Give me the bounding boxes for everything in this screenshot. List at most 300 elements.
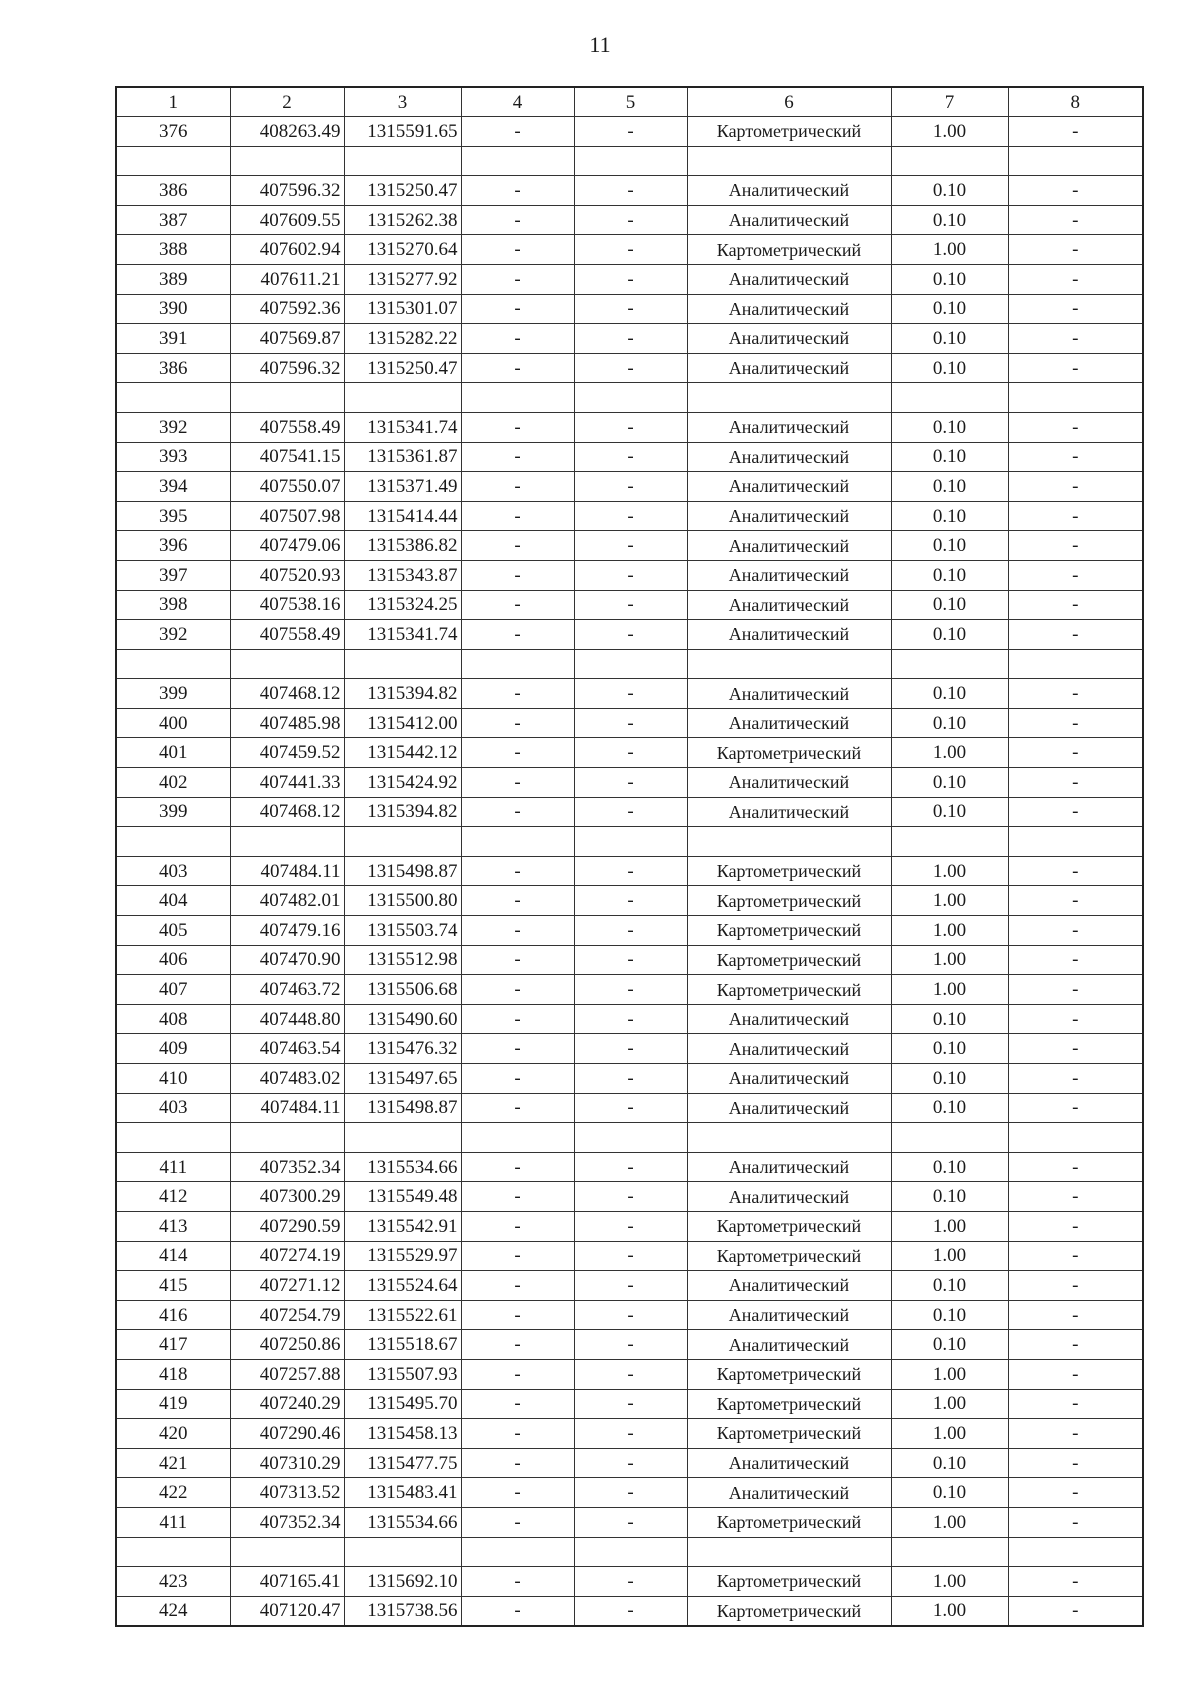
col8-cell [1008,146,1143,176]
y-coordinate-cell: 1315524.64 [344,1271,461,1301]
col4-cell: - [461,797,574,827]
y-coordinate-cell: 1315534.66 [344,1507,461,1537]
method-cell: Картометрический [687,1596,891,1626]
col4-cell: - [461,324,574,354]
point-number-cell: 418 [116,1359,230,1389]
x-coordinate-cell [230,827,344,857]
point-number-cell: 417 [116,1330,230,1360]
table-row [116,442,1143,472]
col4-cell: - [461,1064,574,1094]
method-cell: Аналитический [687,1300,891,1330]
x-coordinate-cell: 407541.15 [230,442,344,472]
table-row [116,501,1143,531]
col4-cell [461,146,574,176]
col8-cell: - [1008,679,1143,709]
table-row [116,1034,1143,1064]
point-number-cell: 392 [116,412,230,442]
accuracy-cell: 0.10 [891,324,1008,354]
table-row [116,1152,1143,1182]
accuracy-cell: 0.10 [891,531,1008,561]
col8-cell: - [1008,501,1143,531]
point-number-cell: 393 [116,442,230,472]
point-number-cell: 419 [116,1389,230,1419]
table-row [116,797,1143,827]
point-number-cell: 396 [116,531,230,561]
accuracy-cell: 0.10 [891,1300,1008,1330]
col8-cell: - [1008,1034,1143,1064]
point-number-cell: 416 [116,1300,230,1330]
table-row [116,1330,1143,1360]
accuracy-cell: 0.10 [891,472,1008,502]
col4-cell: - [461,531,574,561]
col8-cell: - [1008,590,1143,620]
accuracy-cell: 0.10 [891,768,1008,798]
y-coordinate-cell: 1315738.56 [344,1596,461,1626]
col4-cell: - [461,1241,574,1271]
col5-cell: - [574,560,687,590]
y-coordinate-cell: 1315442.12 [344,738,461,768]
col8-cell: - [1008,531,1143,561]
col8-cell: - [1008,1419,1143,1449]
y-coordinate-cell: 1315386.82 [344,531,461,561]
accuracy-cell: 0.10 [891,797,1008,827]
table-row [116,1004,1143,1034]
accuracy-cell: 1.00 [891,738,1008,768]
table-row [116,176,1143,206]
col8-cell: - [1008,1359,1143,1389]
point-number-cell: 415 [116,1271,230,1301]
col5-cell: - [574,1004,687,1034]
point-number-cell: 424 [116,1596,230,1626]
x-coordinate-cell: 407468.12 [230,797,344,827]
col5-cell [574,383,687,413]
y-coordinate-cell: 1315262.38 [344,205,461,235]
col4-cell: - [461,1596,574,1626]
col5-cell: - [574,264,687,294]
col4-cell: - [461,1359,574,1389]
y-coordinate-cell: 1315250.47 [344,176,461,206]
col5-cell: - [574,916,687,946]
accuracy-cell: 1.00 [891,235,1008,265]
col5-cell: - [574,1389,687,1419]
accuracy-cell: 0.10 [891,560,1008,590]
col5-cell: - [574,1271,687,1301]
separator-row [116,146,1143,176]
y-coordinate-cell: 1315692.10 [344,1567,461,1597]
table-row [116,1211,1143,1241]
method-cell: Картометрический [687,1419,891,1449]
col5-cell [574,1123,687,1153]
col8-cell: - [1008,353,1143,383]
col5-cell: - [574,442,687,472]
x-coordinate-cell [230,1537,344,1567]
col8-cell: - [1008,1211,1143,1241]
col5-cell: - [574,1330,687,1360]
accuracy-cell: 1.00 [891,1389,1008,1419]
accuracy-cell: 1.00 [891,117,1008,147]
y-coordinate-cell: 1315282.22 [344,324,461,354]
col8-cell: - [1008,797,1143,827]
point-number-cell: 405 [116,916,230,946]
col4-cell: - [461,264,574,294]
y-coordinate-cell: 1315371.49 [344,472,461,502]
y-coordinate-cell: 1315534.66 [344,1152,461,1182]
col4-cell: - [461,1448,574,1478]
x-coordinate-cell [230,649,344,679]
accuracy-cell: 1.00 [891,1596,1008,1626]
col4-cell [461,1123,574,1153]
point-number-cell [116,649,230,679]
col8-cell: - [1008,1330,1143,1360]
y-coordinate-cell: 1315270.64 [344,235,461,265]
x-coordinate-cell: 407479.06 [230,531,344,561]
y-coordinate-cell: 1315483.41 [344,1478,461,1508]
col4-cell: - [461,1271,574,1301]
x-coordinate-cell: 407468.12 [230,679,344,709]
x-coordinate-cell: 407484.11 [230,1093,344,1123]
method-cell: Картометрический [687,945,891,975]
method-cell: Аналитический [687,205,891,235]
separator-row [116,1537,1143,1567]
point-number-cell [116,383,230,413]
col8-cell: - [1008,264,1143,294]
col8-cell: - [1008,1567,1143,1597]
x-coordinate-cell: 407290.46 [230,1419,344,1449]
col5-cell: - [574,1478,687,1508]
column-header: 2 [230,87,344,117]
accuracy-cell [891,1537,1008,1567]
method-cell: Картометрический [687,1211,891,1241]
table-header-row [116,87,1143,117]
x-coordinate-cell: 407459.52 [230,738,344,768]
accuracy-cell: 0.10 [891,590,1008,620]
accuracy-cell: 0.10 [891,442,1008,472]
col5-cell [574,1537,687,1567]
col4-cell: - [461,1211,574,1241]
accuracy-cell: 1.00 [891,886,1008,916]
table-row [116,117,1143,147]
table-row [116,353,1143,383]
x-coordinate-cell: 407441.33 [230,768,344,798]
col4-cell: - [461,442,574,472]
col8-cell: - [1008,1271,1143,1301]
method-cell [687,1123,891,1153]
table-row [116,1064,1143,1094]
col8-cell: - [1008,1152,1143,1182]
table-row [116,1093,1143,1123]
table-body [116,117,1143,1627]
table-row [116,1567,1143,1597]
col5-cell: - [574,501,687,531]
col4-cell [461,827,574,857]
col4-cell: - [461,738,574,768]
method-cell: Аналитический [687,620,891,650]
method-cell: Картометрический [687,916,891,946]
table-row [116,531,1143,561]
x-coordinate-cell [230,1123,344,1153]
col4-cell: - [461,1093,574,1123]
table-row [116,1419,1143,1449]
col4-cell: - [461,1507,574,1537]
col5-cell: - [574,856,687,886]
accuracy-cell: 1.00 [891,1567,1008,1597]
x-coordinate-cell: 407290.59 [230,1211,344,1241]
table-row [116,324,1143,354]
table-row [116,1271,1143,1301]
col4-cell: - [461,916,574,946]
accuracy-cell: 0.10 [891,1330,1008,1360]
accuracy-cell: 0.10 [891,679,1008,709]
point-number-cell [116,1123,230,1153]
table-row [116,412,1143,442]
method-cell: Аналитический [687,679,891,709]
x-coordinate-cell: 407250.86 [230,1330,344,1360]
accuracy-cell: 0.10 [891,1152,1008,1182]
accuracy-cell: 0.10 [891,620,1008,650]
table-row [116,560,1143,590]
accuracy-cell: 1.00 [891,856,1008,886]
col5-cell: - [574,176,687,206]
col5-cell: - [574,945,687,975]
col4-cell: - [461,1419,574,1449]
col5-cell: - [574,1300,687,1330]
x-coordinate-cell: 407463.72 [230,975,344,1005]
method-cell: Аналитический [687,472,891,502]
col8-cell [1008,827,1143,857]
y-coordinate-cell: 1315522.61 [344,1300,461,1330]
col5-cell: - [574,353,687,383]
x-coordinate-cell: 407448.80 [230,1004,344,1034]
accuracy-cell: 0.10 [891,501,1008,531]
method-cell: Аналитический [687,1064,891,1094]
method-cell: Картометрический [687,1507,891,1537]
method-cell: Аналитический [687,442,891,472]
point-number-cell: 406 [116,945,230,975]
method-cell: Аналитический [687,264,891,294]
x-coordinate-cell: 407558.49 [230,412,344,442]
x-coordinate-cell [230,146,344,176]
separator-row [116,649,1143,679]
y-coordinate-cell: 1315591.65 [344,117,461,147]
col5-cell: - [574,205,687,235]
accuracy-cell: 0.10 [891,1093,1008,1123]
col8-cell: - [1008,738,1143,768]
point-number-cell: 387 [116,205,230,235]
col8-cell: - [1008,176,1143,206]
col8-cell: - [1008,412,1143,442]
point-number-cell: 407 [116,975,230,1005]
x-coordinate-cell: 408263.49 [230,117,344,147]
x-coordinate-cell: 407352.34 [230,1152,344,1182]
x-coordinate-cell: 407569.87 [230,324,344,354]
x-coordinate-cell: 407611.21 [230,264,344,294]
point-number-cell: 423 [116,1567,230,1597]
y-coordinate-cell: 1315414.44 [344,501,461,531]
x-coordinate-cell: 407507.98 [230,501,344,531]
col8-cell: - [1008,1004,1143,1034]
y-coordinate-cell: 1315424.92 [344,768,461,798]
accuracy-cell: 0.10 [891,708,1008,738]
col4-cell: - [461,560,574,590]
col8-cell: - [1008,1093,1143,1123]
col8-cell: - [1008,442,1143,472]
column-header: 8 [1008,87,1143,117]
point-number-cell: 409 [116,1034,230,1064]
col8-cell: - [1008,324,1143,354]
point-number-cell: 394 [116,472,230,502]
table-row [116,1389,1143,1419]
y-coordinate-cell [344,649,461,679]
point-number-cell: 399 [116,797,230,827]
point-number-cell: 395 [116,501,230,531]
method-cell: Картометрический [687,1567,891,1597]
accuracy-cell: 0.10 [891,1004,1008,1034]
col4-cell: - [461,294,574,324]
y-coordinate-cell: 1315529.97 [344,1241,461,1271]
col4-cell: - [461,886,574,916]
method-cell: Картометрический [687,117,891,147]
y-coordinate-cell: 1315476.32 [344,1034,461,1064]
x-coordinate-cell: 407310.29 [230,1448,344,1478]
y-coordinate-cell: 1315394.82 [344,679,461,709]
col5-cell: - [574,531,687,561]
x-coordinate-cell: 407485.98 [230,708,344,738]
col8-cell: - [1008,294,1143,324]
y-coordinate-cell: 1315490.60 [344,1004,461,1034]
point-number-cell: 389 [116,264,230,294]
column-header: 3 [344,87,461,117]
col5-cell: - [574,117,687,147]
col5-cell: - [574,1182,687,1212]
accuracy-cell: 1.00 [891,916,1008,946]
separator-row [116,383,1143,413]
x-coordinate-cell: 407240.29 [230,1389,344,1419]
y-coordinate-cell: 1315498.87 [344,856,461,886]
col4-cell: - [461,117,574,147]
point-number-cell: 404 [116,886,230,916]
method-cell: Картометрический [687,235,891,265]
col8-cell: - [1008,1389,1143,1419]
col4-cell: - [461,176,574,206]
col4-cell: - [461,1152,574,1182]
y-coordinate-cell: 1315361.87 [344,442,461,472]
x-coordinate-cell: 407254.79 [230,1300,344,1330]
point-number-cell: 412 [116,1182,230,1212]
col5-cell: - [574,1448,687,1478]
method-cell: Аналитический [687,768,891,798]
method-cell [687,146,891,176]
method-cell: Аналитический [687,324,891,354]
column-header: 6 [687,87,891,117]
col4-cell: - [461,1182,574,1212]
column-header: 1 [116,87,230,117]
y-coordinate-cell: 1315498.87 [344,1093,461,1123]
method-cell: Аналитический [687,176,891,206]
col5-cell: - [574,294,687,324]
method-cell: Картометрический [687,975,891,1005]
method-cell: Аналитический [687,531,891,561]
x-coordinate-cell: 407482.01 [230,886,344,916]
accuracy-cell: 0.10 [891,412,1008,442]
accuracy-cell [891,649,1008,679]
col4-cell: - [461,235,574,265]
y-coordinate-cell: 1315495.70 [344,1389,461,1419]
accuracy-cell: 0.10 [891,353,1008,383]
y-coordinate-cell: 1315506.68 [344,975,461,1005]
method-cell: Аналитический [687,1004,891,1034]
col4-cell [461,1537,574,1567]
col5-cell: - [574,1567,687,1597]
col8-cell: - [1008,1300,1143,1330]
table-row [116,975,1143,1005]
point-number-cell: 410 [116,1064,230,1094]
separator-row [116,827,1143,857]
method-cell: Аналитический [687,353,891,383]
point-number-cell: 391 [116,324,230,354]
col5-cell [574,146,687,176]
y-coordinate-cell: 1315277.92 [344,264,461,294]
col4-cell: - [461,768,574,798]
accuracy-cell [891,1123,1008,1153]
table-row [116,945,1143,975]
col5-cell: - [574,1507,687,1537]
y-coordinate-cell [344,1537,461,1567]
x-coordinate-cell: 407596.32 [230,176,344,206]
method-cell [687,1537,891,1567]
x-coordinate-cell: 407300.29 [230,1182,344,1212]
col5-cell: - [574,590,687,620]
col5-cell [574,649,687,679]
method-cell: Картометрический [687,1359,891,1389]
col4-cell: - [461,1478,574,1508]
col5-cell: - [574,1241,687,1271]
point-number-cell: 398 [116,590,230,620]
x-coordinate-cell: 407120.47 [230,1596,344,1626]
method-cell: Аналитический [687,560,891,590]
col8-cell: - [1008,620,1143,650]
x-coordinate-cell: 407274.19 [230,1241,344,1271]
table-row [116,205,1143,235]
point-number-cell: 413 [116,1211,230,1241]
table-row [116,738,1143,768]
table-row [116,264,1143,294]
x-coordinate-cell: 407609.55 [230,205,344,235]
col4-cell: - [461,975,574,1005]
col4-cell: - [461,353,574,383]
accuracy-cell: 0.10 [891,294,1008,324]
x-coordinate-cell: 407352.34 [230,1507,344,1537]
y-coordinate-cell: 1315394.82 [344,797,461,827]
y-coordinate-cell: 1315324.25 [344,590,461,620]
y-coordinate-cell: 1315518.67 [344,1330,461,1360]
y-coordinate-cell [344,383,461,413]
point-number-cell [116,827,230,857]
col5-cell: - [574,708,687,738]
point-number-cell: 411 [116,1152,230,1182]
method-cell: Аналитический [687,294,891,324]
y-coordinate-cell: 1315503.74 [344,916,461,946]
table-row [116,1596,1143,1626]
col8-cell: - [1008,1182,1143,1212]
col5-cell: - [574,412,687,442]
method-cell: Аналитический [687,1271,891,1301]
column-header: 4 [461,87,574,117]
x-coordinate-cell: 407483.02 [230,1064,344,1094]
x-coordinate-cell: 407271.12 [230,1271,344,1301]
col8-cell: - [1008,472,1143,502]
method-cell: Аналитический [687,1093,891,1123]
col5-cell: - [574,738,687,768]
